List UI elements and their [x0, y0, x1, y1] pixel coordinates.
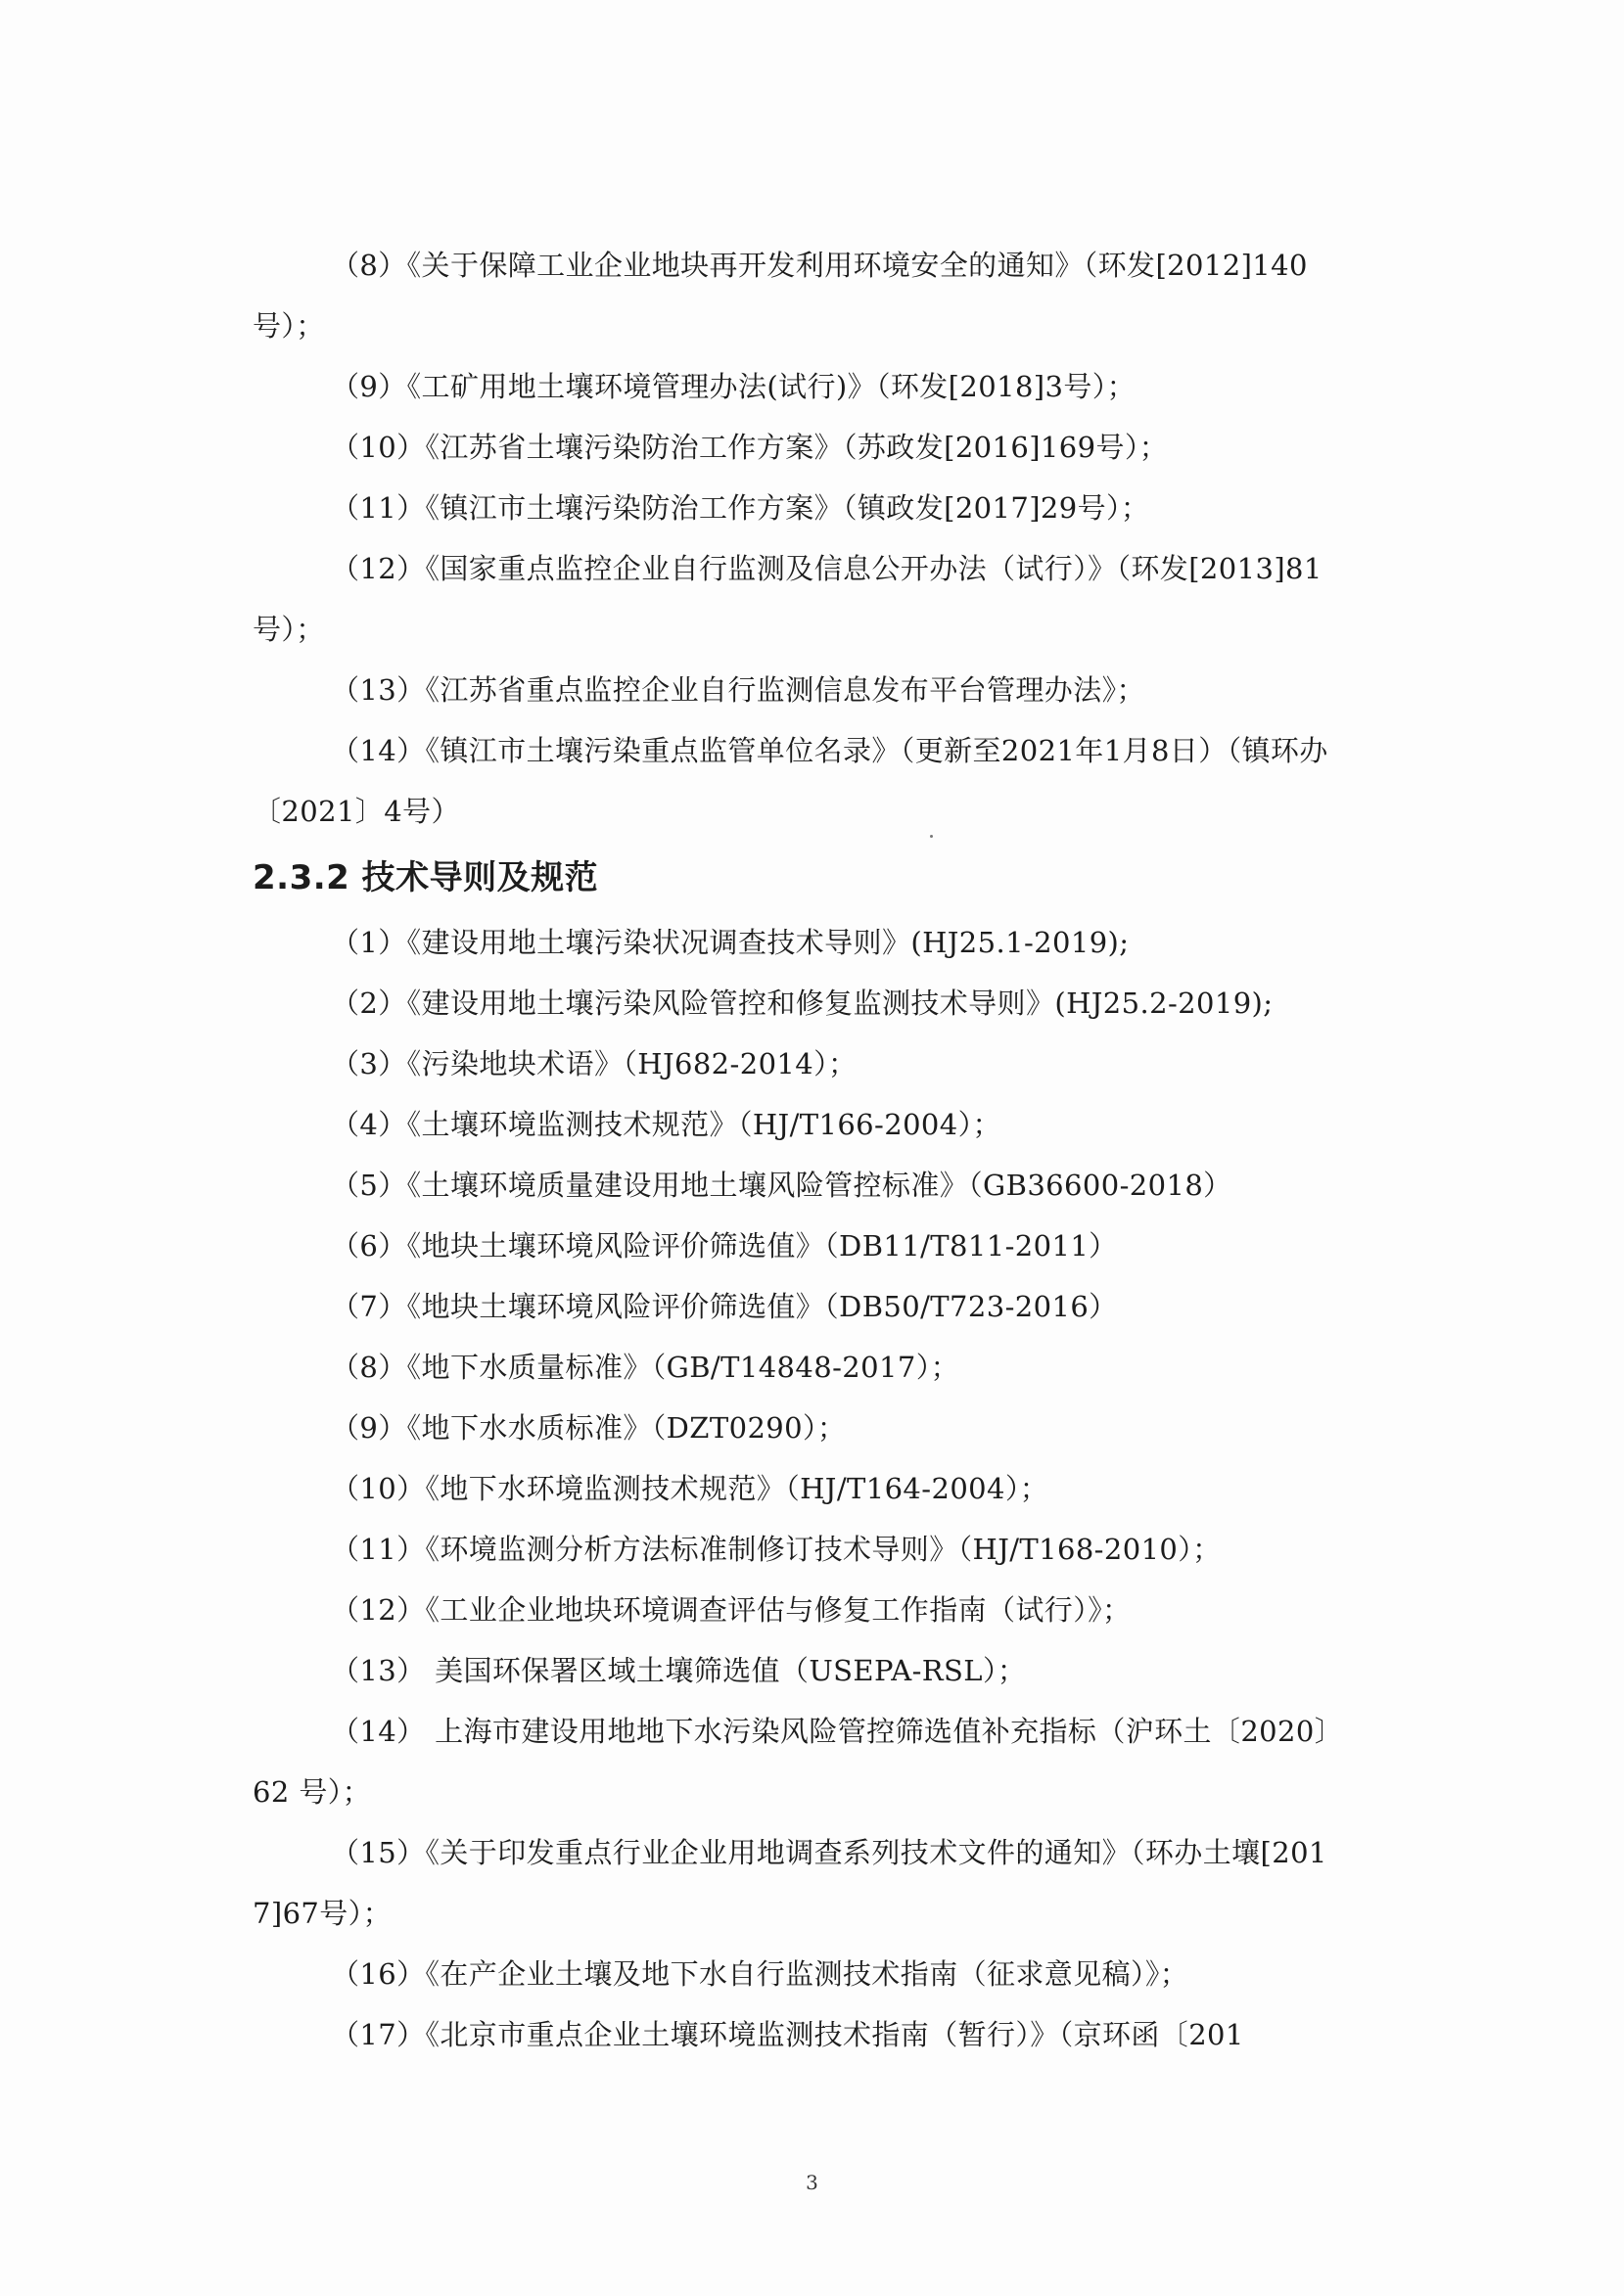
- list-item: （13） 美国环保署区域土壤筛选值（USEPA-RSL）；: [331, 1654, 1027, 1687]
- list-item: （2）《建设用地土壤污染风险管控和修复监测技术导则》(HJ25.2-2019);: [331, 987, 1274, 1020]
- section-heading: 2.3.2 技术导则及规范: [253, 858, 599, 897]
- scan-speck: [930, 835, 933, 838]
- list-item: （12）《工业企业地块环境调查评估与修复工作指南（试行）》；: [331, 1593, 1132, 1627]
- list-item: （11）《镇江市土壤污染防治工作方案》（镇政发[2017]29号）；: [331, 491, 1150, 525]
- list-item: （13）《江苏省重点监控企业自行监测信息发布平台管理办法》；: [331, 673, 1145, 707]
- list-item: （10）《地下水环境监测技术规范》（HJ/T164-2004）；: [331, 1472, 1049, 1505]
- list-item: （1）《建设用地土壤污染状况调查技术导则》(HJ25.1-2019);: [331, 926, 1130, 959]
- list-item: （14） 上海市建设用地地下水污染风险管控筛选值补充指标（沪环土〔2020〕62 号）；: [253, 1715, 1344, 1809]
- list-item: （12）《国家重点监控企业自行监测及信息公开办法（试行）》（环发[2013]81号）；: [253, 552, 1322, 646]
- list-item: （6）《地块土壤环境风险评价筛选值》（DB11/T811-2011）: [331, 1229, 1118, 1263]
- list-item: （17）《北京市重点企业土壤环境监测技术指南（暂行）》（京环函〔201: [331, 2018, 1244, 2051]
- list-item: （14）《镇江市土壤污染重点监管单位名录》（更新至2021年1月8日）（镇环办〔2021〕4号）: [253, 734, 1328, 828]
- document-body: [253, 235, 1347, 2065]
- list-item: （8）《地下水质量标准》（GB/T14848-2017）；: [331, 1351, 959, 1384]
- list-item: （9）《工矿用地土壤环境管理办法(试行)》（环发[2018]3号）；: [331, 370, 1137, 403]
- list-item: （4）《土壤环境监测技术规范》（HJ/T166-2004）；: [331, 1108, 1001, 1141]
- technical-guidelines-list: [253, 912, 1347, 2065]
- list-item: （8）《关于保障工业企业地块再开发利用环境安全的通知》（环发[2012]140号）；: [253, 249, 1308, 343]
- list-item: （9）《地下水水质标准》（DZT0290）；: [331, 1411, 847, 1445]
- list-item: （5）《土壤环境质量建设用地土壤风险管控标准》（GB36600-2018）: [331, 1169, 1232, 1202]
- list-item: （16）《在产企业土壤及地下水自行监测技术指南（征求意见稿）》；: [331, 1957, 1189, 1991]
- list-item: （10）《江苏省土壤污染防治工作方案》（苏政发[2016]169号）；: [331, 431, 1169, 464]
- list-item: （11）《环境监测分析方法标准制修订技术导则》（HJ/T168-2010）；: [331, 1533, 1222, 1566]
- list-item: （15）《关于印发重点行业企业用地调查系列技术文件的通知》（环办土壤[2017]67号）；: [253, 1836, 1327, 1930]
- page-number: 3: [806, 2171, 818, 2194]
- list-item: （3）《污染地块术语》（HJ682-2014）；: [331, 1047, 858, 1080]
- list-item: （7）《地块土壤环境风险评价筛选值》（DB50/T723-2016）: [331, 1290, 1118, 1323]
- regulations-list: [253, 235, 1347, 842]
